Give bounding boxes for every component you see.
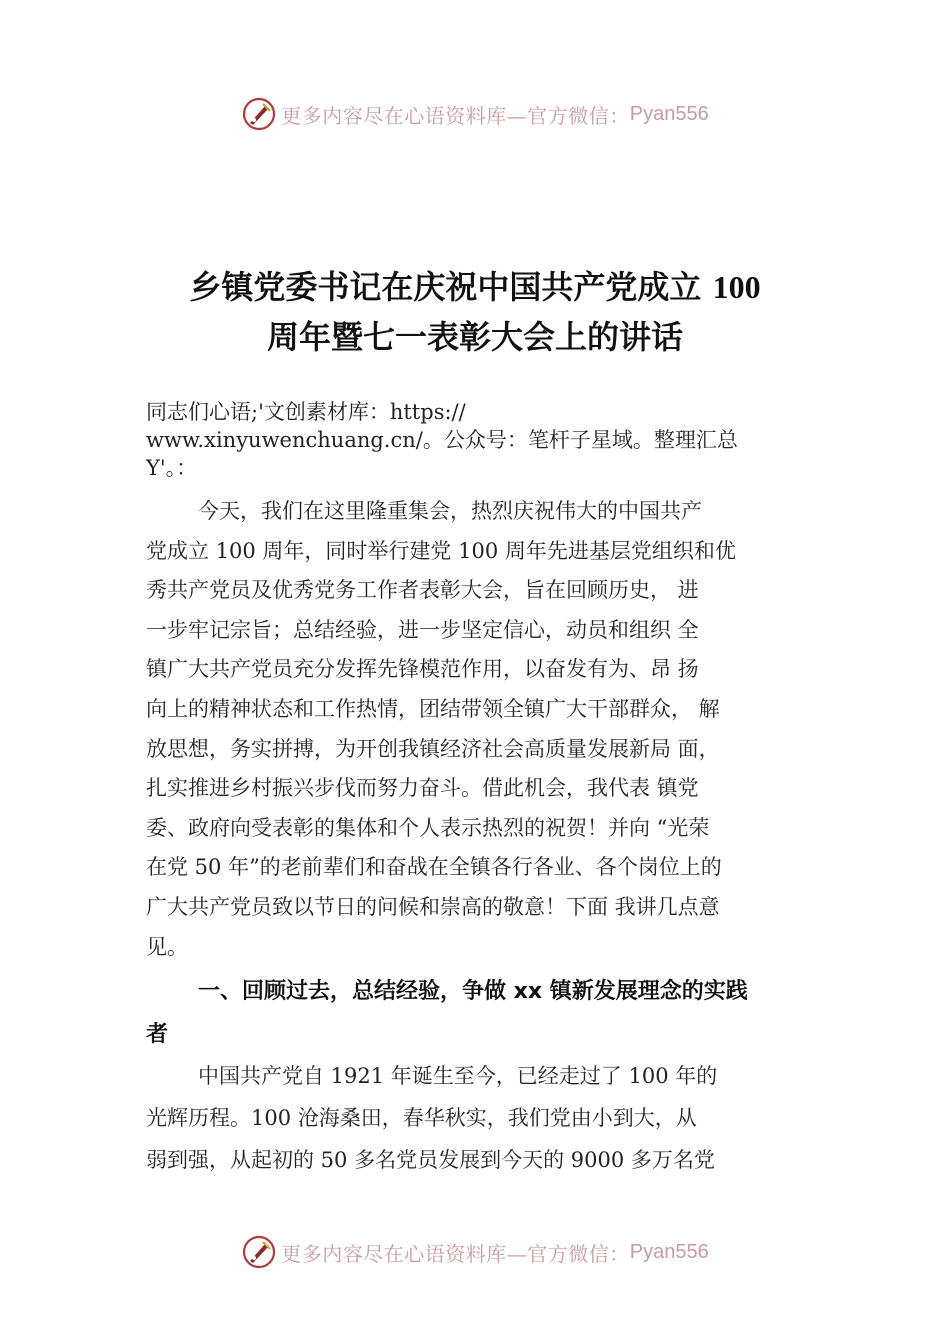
page-title [100,262,850,362]
paragraph-history [146,1055,836,1181]
pen-nib-logo-icon [241,1234,277,1270]
paragraph-line: 委、政府向受表彰的集体和个人表示热烈的祝贺！并向 “光荣 [146,815,710,840]
intro-line: www.xinyuwenchuang.cn/。公众号：笔杆子星域。整理汇总 [146,428,738,452]
pen-nib-logo-icon [241,96,277,132]
paragraph-line: 今天，我们在这里隆重集会，热烈庆祝伟大的中国共产 [198,499,702,523]
intro-line: Y'。： [146,456,198,480]
footer-banner-text: 更多内容尽在心语资料库—官方微信： [281,1241,630,1266]
section-heading-1 [146,970,836,1056]
header-wechat-id: Pyan556 [629,102,709,125]
title-line-1-number: 100 [712,269,761,305]
footer-wechat-id: Pyan556 [629,1240,709,1263]
paragraph-line: 在党 50 年”的老前辈们和奋战在全镇各行各业、各个岗位上的 [146,855,722,880]
footer-banner [0,1232,950,1272]
header-banner [0,94,950,134]
paragraph-line: 秀共产党员及优秀党务工作者表彰大会，旨在回顾历史， 进 [146,578,699,603]
paragraph-line: 见。 [146,934,188,959]
paragraph-line: 中国共产党自 1921 年诞生至今，已经走过了 100 年的 [198,1064,718,1088]
paragraph-line: 一步牢记宗旨；总结经验，进一步坚定信心，动员和组织 全 [146,617,699,642]
heading-line: 一、回顾过去，总结经验，争做 xx 镇新发展理念的实践 [198,979,748,1004]
paragraph-line: 弱到强，从起初的 50 多名党员发展到今天的 9000 多万名党 [146,1148,715,1172]
heading-line: 者 [146,1022,169,1047]
paragraph-line: 光辉历程。100 沧海桑田，春华秋实，我们党由小到大，从 [146,1106,697,1130]
paragraph-line: 党成立 100 周年，同时举行建党 100 周年先进基层党组织和优 [146,538,736,563]
intro-line: 同志们心语;'文创素材库：https:// [146,400,466,424]
title-line-2: 周年暨七一表彰大会上的讲话 [266,318,683,356]
paragraph-line: 向上的精神状态和工作热情，团结带领全镇广大干部群众， 解 [146,696,720,721]
intro-block [146,398,836,482]
paragraph-line: 扎实推进乡村振兴步伐而努力奋斗。借此机会，我代表 镇党 [146,776,699,801]
title-line-1 [100,262,850,312]
paragraph-line: 镇广大共产党员充分发挥先锋模范作用，以奋发有为、昂 扬 [146,657,699,682]
paragraph-opening [146,492,836,967]
title-line-1-text: 乡镇党委书记在庆祝中国共产党成立 [189,268,702,306]
paragraph-line: 广大共产党员致以节日的问候和崇高的敬意！下面 我讲几点意 [146,894,720,919]
paragraph-line: 放思想，务实拼搏，为开创我镇经济社会高质量发展新局 面， [146,736,720,761]
header-banner-text: 更多内容尽在心语资料库—官方微信： [281,103,630,128]
